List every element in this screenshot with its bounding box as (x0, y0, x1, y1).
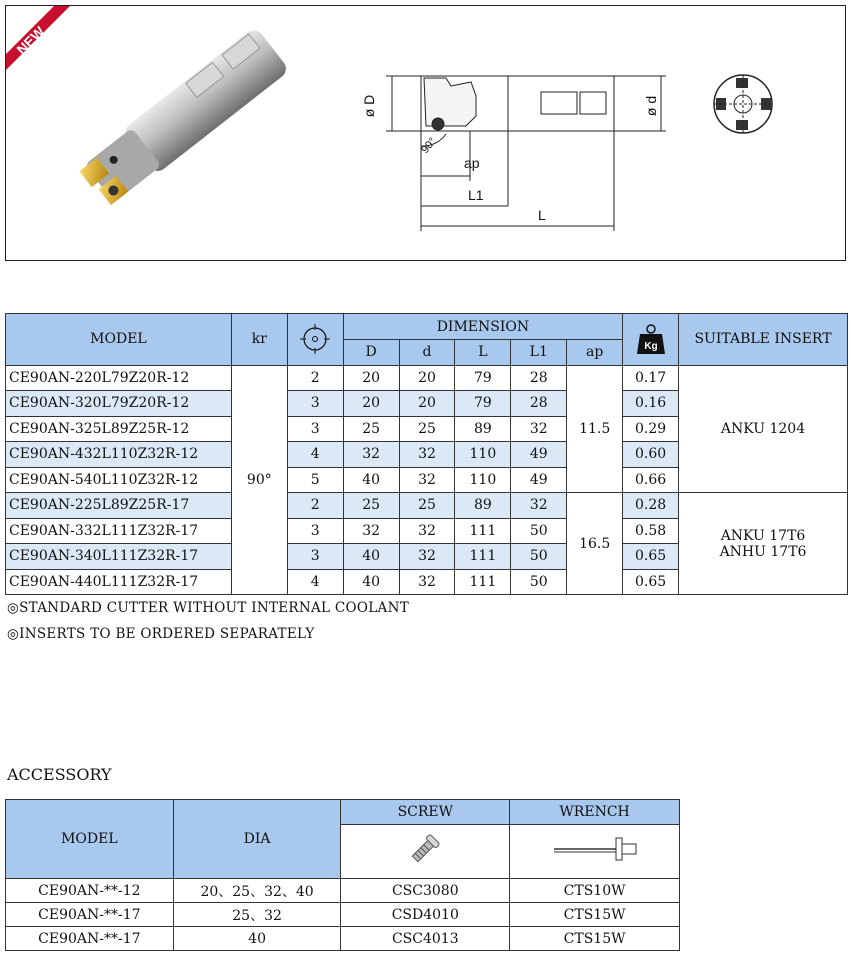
cell-d: 32 (399, 442, 455, 468)
header-ap: ap (567, 340, 623, 366)
header-L: L (455, 340, 511, 366)
header-weight (623, 314, 679, 366)
cell-model: CE90AN-432L110Z32R-12 (6, 442, 232, 468)
cell-kg: 0.66 (623, 467, 679, 493)
cell-d: 25 (399, 493, 455, 519)
table-row (6, 879, 680, 903)
cell-kg: 0.65 (623, 569, 679, 595)
cell-D: 40 (343, 544, 399, 570)
cell-L: 79 (455, 365, 511, 391)
acc-cell-wrench: CTS15W (510, 927, 680, 951)
table-row (6, 903, 680, 927)
cell-model: CE90AN-220L79Z20R-12 (6, 365, 232, 391)
label-angle: 90° (419, 135, 439, 156)
acc-cell-model: CE90AN-**-17 (6, 903, 174, 927)
cell-L: 79 (455, 391, 511, 417)
acc-cell-screw: CSC4013 (341, 927, 510, 951)
cell-teeth: 4 (287, 442, 343, 468)
cell-teeth: 3 (287, 518, 343, 544)
cell-D: 32 (343, 442, 399, 468)
screw-icon (405, 829, 445, 869)
cell-model: CE90AN-320L79Z20R-12 (6, 391, 232, 417)
cell-kr: 90° (231, 365, 287, 595)
new-badge (6, 6, 70, 70)
acc-cell-wrench: CTS10W (510, 879, 680, 903)
cell-teeth: 5 (287, 467, 343, 493)
acc-cell-dia: 25、32 (173, 903, 341, 927)
acc-cell-dia: 20、25、32、40 (173, 879, 341, 903)
cell-D: 40 (343, 467, 399, 493)
cell-teeth: 3 (287, 544, 343, 570)
cell-model: CE90AN-440L111Z32R-17 (6, 569, 232, 595)
cell-model: CE90AN-332L111Z32R-17 (6, 518, 232, 544)
header-model: MODEL (6, 314, 232, 366)
table-row (6, 927, 680, 951)
cutter-teeth-icon (298, 322, 332, 356)
acc-header-screw: SCREW (341, 800, 510, 825)
header-teeth (287, 314, 343, 366)
cell-kg: 0.29 (623, 416, 679, 442)
cell-kg: 0.28 (623, 493, 679, 519)
cell-d: 20 (399, 391, 455, 417)
cell-d: 32 (399, 544, 455, 570)
label-L: L (538, 207, 546, 223)
new-badge-text: NEW (13, 23, 48, 58)
weight-kg-icon (634, 322, 668, 356)
header-d: d (399, 340, 455, 366)
acc-cell-dia: 40 (173, 927, 341, 951)
cell-d: 32 (399, 518, 455, 544)
cell-insert-group2 (679, 493, 848, 595)
cell-L: 110 (455, 442, 511, 468)
cell-D: 25 (343, 493, 399, 519)
cell-kg: 0.58 (623, 518, 679, 544)
cell-model: CE90AN-340L111Z32R-17 (6, 544, 232, 570)
acc-cell-wrench: CTS15W (510, 903, 680, 927)
cell-kg: 0.17 (623, 365, 679, 391)
cell-L: 111 (455, 518, 511, 544)
cell-D: 40 (343, 569, 399, 595)
note-coolant: ◎STANDARD CUTTER WITHOUT INTERNAL COOLANT (7, 600, 409, 616)
cell-L1: 32 (511, 493, 567, 519)
acc-cell-model: CE90AN-**-12 (6, 879, 174, 903)
accessory-title: ACCESSORY (7, 765, 112, 784)
cell-D: 20 (343, 391, 399, 417)
cell-teeth: 3 (287, 416, 343, 442)
cell-L: 110 (455, 467, 511, 493)
cell-teeth: 3 (287, 391, 343, 417)
table-row (6, 493, 848, 519)
cutter-spec-table (5, 313, 848, 595)
end-view-drawing (714, 75, 772, 133)
cell-L1: 49 (511, 442, 567, 468)
acc-cell-screw: CSC3080 (341, 879, 510, 903)
acc-cell-model: CE90AN-**-17 (6, 927, 174, 951)
acc-header-model: MODEL (6, 800, 174, 879)
wrench-icon (550, 834, 640, 864)
cell-d: 32 (399, 467, 455, 493)
cell-model: CE90AN-225L89Z25R-17 (6, 493, 232, 519)
svg-text:Kg: Kg (643, 341, 658, 353)
cell-L1: 50 (511, 518, 567, 544)
acc-header-dia: DIA (173, 800, 341, 879)
cell-D: 25 (343, 416, 399, 442)
cell-ap-group2: 16.5 (567, 493, 623, 595)
cell-insert-group1: ANKU 1204 (679, 365, 848, 493)
cell-L1: 28 (511, 365, 567, 391)
cell-L: 111 (455, 569, 511, 595)
cell-teeth: 2 (287, 493, 343, 519)
cell-ap-group1: 11.5 (567, 365, 623, 493)
cell-d: 25 (399, 416, 455, 442)
header-D: D (343, 340, 399, 366)
cell-kg: 0.60 (623, 442, 679, 468)
acc-header-wrench: WRENCH (510, 800, 680, 825)
cell-L1: 50 (511, 544, 567, 570)
cell-L1: 32 (511, 416, 567, 442)
label-ap: ap (464, 155, 480, 171)
cell-teeth: 2 (287, 365, 343, 391)
cell-d: 20 (399, 365, 455, 391)
table-row (6, 365, 848, 391)
acc-screw-image (341, 824, 510, 878)
cell-L1: 49 (511, 467, 567, 493)
cell-model: CE90AN-325L89Z25R-12 (6, 416, 232, 442)
note-inserts: ◎INSERTS TO BE ORDERED SEPARATELY (7, 626, 315, 642)
label-d: ø d (643, 95, 659, 117)
cell-D: 20 (343, 365, 399, 391)
cutter-photo (76, 26, 290, 210)
acc-cell-screw: CSD4010 (341, 903, 510, 927)
cell-L: 89 (455, 493, 511, 519)
label-D: ø D (361, 94, 377, 118)
header-L1: L1 (511, 340, 567, 366)
cell-L1: 50 (511, 569, 567, 595)
product-figure-box (5, 5, 846, 261)
cell-model: CE90AN-540L110Z32R-12 (6, 467, 232, 493)
accessory-table (5, 799, 680, 951)
cell-kg: 0.65 (623, 544, 679, 570)
product-figure (6, 6, 847, 262)
cell-L: 89 (455, 416, 511, 442)
cell-kg: 0.16 (623, 391, 679, 417)
cell-D: 32 (343, 518, 399, 544)
label-L1: L1 (468, 187, 484, 203)
header-kr: kr (231, 314, 287, 366)
cell-L1: 28 (511, 391, 567, 417)
cell-teeth: 4 (287, 569, 343, 595)
cell-L: 111 (455, 544, 511, 570)
acc-wrench-image (510, 824, 680, 878)
insert-group2-line2: ANHU 17T6 (719, 543, 807, 560)
header-suitable-insert: SUITABLE INSERT (679, 314, 848, 366)
cell-d: 32 (399, 569, 455, 595)
header-dimension: DIMENSION (343, 314, 622, 340)
insert-group2-line1: ANKU 17T6 (720, 527, 806, 544)
